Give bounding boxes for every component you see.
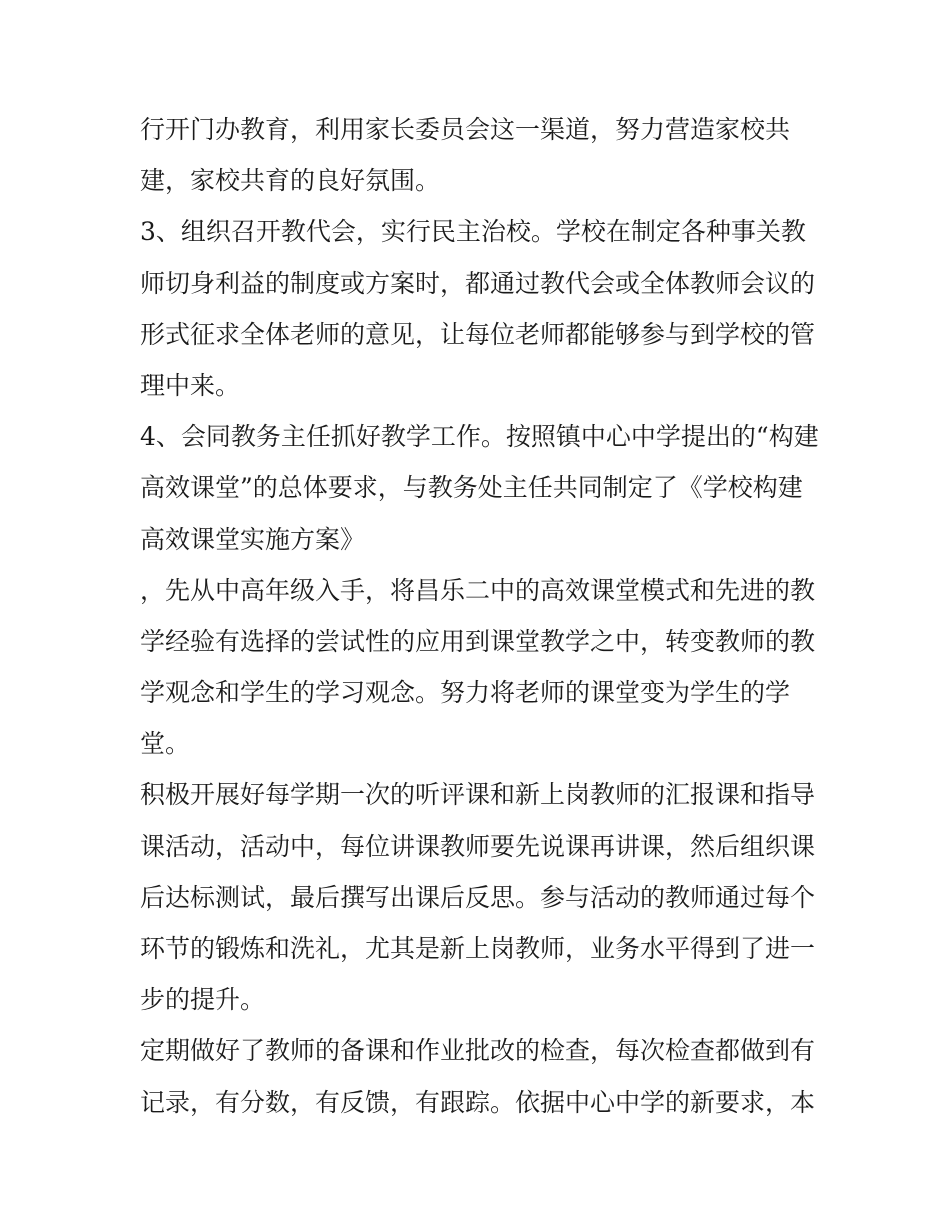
text-line: 步的提升。 bbox=[140, 985, 266, 1015]
text-line: ，先从中高年级入手，将昌乐二中的高效课堂模式和先进的教 bbox=[140, 575, 816, 605]
text-line: 3、组织召开教代会，实行民主治校。学校在制定各种事关教 bbox=[140, 217, 806, 247]
text-line: 师切身利益的制度或方案时，都通过教代会或全体教师会议的 bbox=[140, 268, 816, 298]
body-text bbox=[140, 104, 820, 1128]
text-line: 课活动，活动中，每位讲课教师要先说课再讲课，然后组织课 bbox=[140, 831, 816, 861]
text-line: 建，家校共育的良好氛围。 bbox=[140, 166, 441, 196]
text-line: 行开门办教育，利用家长委员会这一渠道，努力营造家校共 bbox=[140, 115, 791, 144]
text-line: 高效课堂实施方案》 bbox=[140, 524, 366, 554]
text-line: 堂。 bbox=[140, 729, 191, 759]
text-line: 积极开展好每学期一次的听评课和新上岗教师的汇报课和指导 bbox=[140, 780, 816, 810]
text-line: 学经验有选择的尝试性的应用到课堂教学之中，转变教师的教 bbox=[140, 626, 816, 656]
text-line: 记录，有分数，有反馈，有跟踪。依据中心中学的新要求，本 bbox=[140, 1087, 816, 1117]
text-line: 环节的锻炼和洗礼，尤其是新上岗教师，业务水平得到了进一 bbox=[140, 934, 816, 963]
text-line: 定期做好了教师的备课和作业批改的检查，每次检查都做到有 bbox=[140, 1036, 816, 1066]
text-line: 理中来。 bbox=[140, 370, 241, 400]
text-line: 形式征求全体老师的意见，让每位老师都能够参与到学校的管 bbox=[140, 319, 816, 349]
text-line: 学观念和学生的学习观念。努力将老师的课堂变为学生的学 bbox=[140, 678, 791, 708]
text-line: 后达标测试，最后撰写出课后反思。参与活动的教师通过每个 bbox=[140, 882, 816, 912]
text-line: 4、会同教务主任抓好教学工作。按照镇中心中学提出的“构建 bbox=[140, 422, 819, 452]
text-line: 高效课堂”的总体要求，与教务处主任共同制定了《学校构建 bbox=[140, 473, 803, 503]
